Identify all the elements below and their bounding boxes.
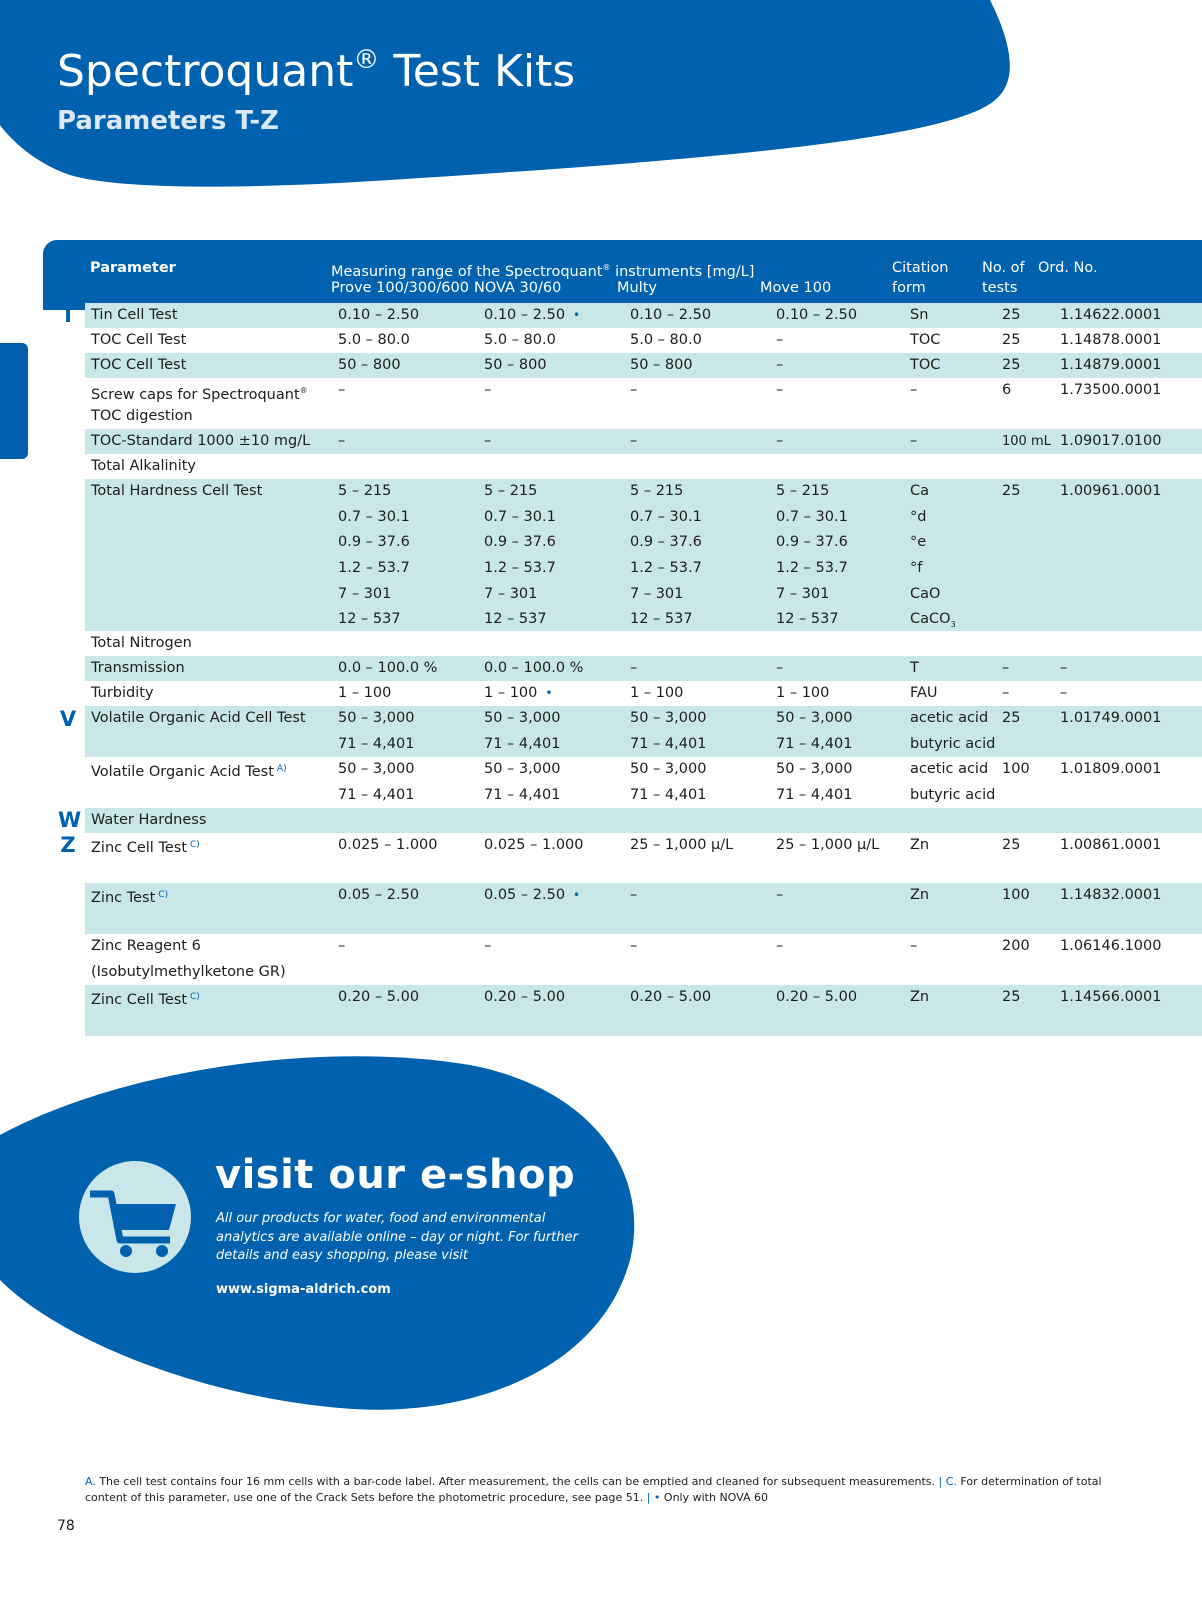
cell-prove: – bbox=[338, 433, 346, 449]
cell-parameter: TOC-Standard 1000 ±10 mg/L bbox=[91, 433, 311, 449]
cell-tests: – bbox=[1002, 660, 1010, 676]
header-blob bbox=[0, 0, 1202, 200]
table-row bbox=[85, 681, 1202, 706]
cell-cit: acetic acid butyric acid bbox=[910, 710, 996, 752]
cell-nova: 50 – 800 bbox=[484, 357, 547, 373]
table-row bbox=[85, 353, 1202, 378]
cell-multy: 50 – 800 bbox=[630, 357, 693, 373]
table-row bbox=[85, 429, 1202, 454]
cell-nova: – bbox=[484, 938, 492, 954]
header-prove: Prove 100/300/600 bbox=[331, 280, 469, 296]
cell-cit: Zn bbox=[910, 837, 930, 853]
cell-multy: – bbox=[630, 887, 638, 903]
cell-prove: 5 – 215 0.7 – 30.1 0.9 – 37.6 1.2 – 53.7 7 – 301 12 – 537 bbox=[338, 483, 410, 628]
cell-multy: – bbox=[630, 433, 638, 449]
cell-cit: TOC bbox=[910, 332, 941, 348]
cell-ord: 1.06146.1000 bbox=[1060, 938, 1162, 954]
cell-ord: 1.09017.0100 bbox=[1060, 433, 1162, 449]
table-row bbox=[85, 631, 1202, 656]
section-tab bbox=[0, 343, 28, 459]
cell-move: 0.20 – 5.00 bbox=[776, 989, 858, 1005]
cell-tests: 6 bbox=[1002, 382, 1012, 398]
table-row bbox=[85, 934, 1202, 985]
cell-multy: – bbox=[630, 382, 638, 398]
cell-nova: 0.0 – 100.0 % bbox=[484, 660, 584, 676]
cell-parameter: Screw caps for Spectroquant® TOC digestion bbox=[91, 386, 308, 424]
cell-tests: 100 mL bbox=[1002, 434, 1051, 449]
cell-parameter: Turbidity bbox=[91, 685, 154, 701]
cell-multy: 5.0 – 80.0 bbox=[630, 332, 702, 348]
cell-prove: 0.10 – 2.50 bbox=[338, 307, 420, 323]
cell-prove: 5.0 – 80.0 bbox=[338, 332, 410, 348]
cell-tests: 100 bbox=[1002, 887, 1030, 903]
cell-parameter: Zinc Test $^{C)}$ bbox=[91, 890, 169, 906]
cell-parameter: Zinc Cell Test $^{C)}$ bbox=[91, 840, 200, 856]
cell-ord: 1.01749.0001 bbox=[1060, 710, 1162, 726]
cell-nova: 5.0 – 80.0 bbox=[484, 332, 556, 348]
eshop-title: visit our e-shop bbox=[215, 1152, 576, 1198]
table-row bbox=[85, 328, 1202, 353]
cell-multy: 5 – 215 0.7 – 30.1 0.9 – 37.6 1.2 – 53.7 7 – 301 12 – 537 bbox=[630, 483, 702, 628]
cell-tests: 25 bbox=[1002, 307, 1021, 323]
cell-move: – bbox=[776, 433, 784, 449]
cell-prove: 0.025 – 1.000 bbox=[338, 837, 438, 853]
header-multy: Multy bbox=[617, 280, 657, 296]
cell-prove: 50 – 3,000 71 – 4,401 bbox=[338, 761, 415, 803]
cell-ord: 1.14879.0001 bbox=[1060, 357, 1162, 373]
header-tests-2: tests bbox=[982, 280, 1018, 296]
cell-multy: – bbox=[630, 660, 638, 676]
cell-move: – bbox=[776, 938, 784, 954]
section-letter-v: V bbox=[59, 707, 77, 731]
header-nova: NOVA 30/60 bbox=[474, 280, 562, 296]
table-row bbox=[85, 479, 1202, 631]
table-row bbox=[85, 454, 1202, 479]
table-row bbox=[85, 656, 1202, 681]
cell-cit: Zn bbox=[910, 989, 930, 1005]
cell-nova: 0.10 – 2.50 • bbox=[484, 307, 581, 323]
cell-multy: 50 – 3,000 71 – 4,401 bbox=[630, 710, 707, 752]
table-row bbox=[85, 833, 1202, 883]
cell-multy: 1 – 100 bbox=[630, 685, 684, 701]
table-row bbox=[85, 883, 1202, 934]
cell-move: 50 – 3,000 71 – 4,401 bbox=[776, 710, 853, 752]
footnote: A. The cell test contains four 16 mm cells with a bar-code label. After measurement, the cells can be emptied and cleaned for subsequent measurements. | C. For determination of total content of this parameter, use one of the Crack Sets before the photometric procedure, see page 51. | • Only with NOVA 60 bbox=[85, 1475, 1102, 1504]
cell-ord: 1.00861.0001 bbox=[1060, 837, 1162, 853]
header-citation: Citation bbox=[892, 260, 949, 276]
cell-multy: 50 – 3,000 71 – 4,401 bbox=[630, 761, 707, 803]
table-row bbox=[85, 706, 1202, 757]
cell-nova: 50 – 3,000 71 – 4,401 bbox=[484, 761, 561, 803]
page-subtitle: Parameters T-Z bbox=[57, 106, 279, 136]
cell-ord: 1.73500.0001 bbox=[1060, 382, 1162, 398]
cell-parameter: Total Alkalinity bbox=[91, 458, 196, 474]
cell-nova: 0.025 – 1.000 bbox=[484, 837, 584, 853]
cell-move: 1 – 100 bbox=[776, 685, 830, 701]
table-row bbox=[85, 303, 1202, 328]
cell-ord: – bbox=[1060, 660, 1068, 676]
cell-tests: 25 bbox=[1002, 332, 1021, 348]
cell-parameter: Volatile Organic Acid Cell Test bbox=[91, 710, 306, 726]
cell-parameter: Total Nitrogen bbox=[91, 635, 192, 651]
cell-multy: 0.10 – 2.50 bbox=[630, 307, 712, 323]
table-row bbox=[85, 808, 1202, 833]
cell-move: – bbox=[776, 660, 784, 676]
cell-move: – bbox=[776, 382, 784, 398]
cell-tests: 25 bbox=[1002, 710, 1021, 726]
cell-cit: FAU bbox=[910, 685, 938, 701]
cell-cit: – bbox=[910, 382, 918, 398]
header-move: Move 100 bbox=[760, 280, 832, 296]
cell-parameter: Water Hardness bbox=[91, 812, 207, 828]
header-citation-form: form bbox=[892, 280, 926, 296]
cell-prove: 0.20 – 5.00 bbox=[338, 989, 420, 1005]
cell-ord: 1.14878.0001 bbox=[1060, 332, 1162, 348]
section-letter-w: W bbox=[58, 808, 82, 832]
section-letter-z: Z bbox=[60, 833, 76, 857]
cell-parameter: Transmission bbox=[91, 660, 185, 676]
table-row bbox=[85, 757, 1202, 808]
cell-nova: 0.20 – 5.00 bbox=[484, 989, 566, 1005]
cell-move: – bbox=[776, 887, 784, 903]
cell-move: – bbox=[776, 357, 784, 373]
table-row bbox=[85, 378, 1202, 429]
cell-parameter: TOC Cell Test bbox=[91, 357, 187, 373]
nova60-dot-icon: • bbox=[545, 686, 553, 700]
cell-nova: – bbox=[484, 382, 492, 398]
cell-move: 25 – 1,000 µ/L bbox=[776, 837, 880, 853]
cell-move: 50 – 3,000 71 – 4,401 bbox=[776, 761, 853, 803]
cell-nova: – bbox=[484, 433, 492, 449]
cell-tests: 25 bbox=[1002, 989, 1021, 1005]
eshop-text: All our products for water, food and environmental analytics are available online – day or night. For further details and easy shopping, please visit bbox=[216, 1211, 578, 1263]
cell-prove: 0.0 – 100.0 % bbox=[338, 660, 438, 676]
cell-parameter: Tin Cell Test bbox=[91, 307, 178, 323]
cell-nova: 50 – 3,000 71 – 4,401 bbox=[484, 710, 561, 752]
table-header bbox=[43, 240, 1202, 310]
cell-tests: 100 bbox=[1002, 761, 1030, 777]
cell-ord: 1.00961.0001 bbox=[1060, 483, 1162, 499]
cell-ord: 1.14622.0001 bbox=[1060, 307, 1162, 323]
cell-prove: – bbox=[338, 938, 346, 954]
page-title: Spectroquant® Test Kits bbox=[57, 45, 576, 97]
header-ord-no: Ord. No. bbox=[1038, 260, 1098, 276]
table-row bbox=[85, 985, 1202, 1036]
cell-nova: 5 – 215 0.7 – 30.1 0.9 – 37.6 1.2 – 53.7 7 – 301 12 – 537 bbox=[484, 483, 556, 628]
cell-tests: 25 bbox=[1002, 483, 1021, 499]
cell-cit: T bbox=[910, 660, 919, 676]
cell-tests: 200 bbox=[1002, 938, 1030, 954]
nova60-dot-icon: • bbox=[573, 888, 581, 902]
cell-tests: 25 bbox=[1002, 357, 1021, 373]
cell-parameter: Zinc Cell Test $^{C)}$ bbox=[91, 992, 200, 1008]
cell-prove: 1 – 100 bbox=[338, 685, 392, 701]
cell-nova: 0.05 – 2.50 • bbox=[484, 887, 581, 903]
cell-cit: – bbox=[910, 433, 918, 449]
cell-cit: acetic acid butyric acid bbox=[910, 761, 996, 803]
cell-parameter: Total Hardness Cell Test bbox=[91, 483, 263, 499]
cell-move: 0.10 – 2.50 bbox=[776, 307, 858, 323]
cell-cit: – bbox=[910, 938, 918, 954]
cell-ord: 1.14832.0001 bbox=[1060, 887, 1162, 903]
header-measuring-range: Measuring range of the Spectroquant® instruments [mg/L] bbox=[331, 263, 755, 280]
cell-parameter: Zinc Reagent 6 (Isobutylmethylketone GR) bbox=[91, 938, 286, 980]
cell-multy: 25 – 1,000 µ/L bbox=[630, 837, 734, 853]
cell-ord: – bbox=[1060, 685, 1068, 701]
cell-tests: – bbox=[1002, 685, 1010, 701]
cell-cit: Sn bbox=[910, 307, 929, 323]
cell-tests: 25 bbox=[1002, 837, 1021, 853]
shopping-cart-icon bbox=[76, 1160, 194, 1278]
page-number: 78 bbox=[57, 1518, 75, 1534]
cell-ord: 1.14566.0001 bbox=[1060, 989, 1162, 1005]
cell-prove: 50 – 800 bbox=[338, 357, 401, 373]
eshop-link[interactable]: www.sigma-aldrich.com bbox=[216, 1282, 391, 1297]
cell-move: – bbox=[776, 332, 784, 348]
cell-prove: 0.05 – 2.50 bbox=[338, 887, 420, 903]
cell-parameter: Volatile Organic Acid Test $^{A)}$ bbox=[91, 764, 287, 780]
header-parameter: Parameter bbox=[90, 260, 176, 276]
header-tests: No. of bbox=[982, 260, 1025, 276]
cell-multy: – bbox=[630, 938, 638, 954]
cell-prove: 50 – 3,000 71 – 4,401 bbox=[338, 710, 415, 752]
nova60-dot-icon: • bbox=[573, 308, 581, 322]
cell-cit: TOC bbox=[910, 357, 941, 373]
cell-ord: 1.01809.0001 bbox=[1060, 761, 1162, 777]
cell-nova: 1 – 100 • bbox=[484, 685, 553, 701]
cell-move: 5 – 215 0.7 – 30.1 0.9 – 37.6 1.2 – 53.7 7 – 301 12 – 537 bbox=[776, 483, 848, 628]
cell-multy: 0.20 – 5.00 bbox=[630, 989, 712, 1005]
section-letter-t: T bbox=[60, 303, 76, 327]
cell-parameter: TOC Cell Test bbox=[91, 332, 187, 348]
cell-cit: Ca °d °e °f CaO CaCO$_3$ bbox=[910, 483, 956, 630]
cell-cit: Zn bbox=[910, 887, 930, 903]
cell-prove: – bbox=[338, 382, 346, 398]
